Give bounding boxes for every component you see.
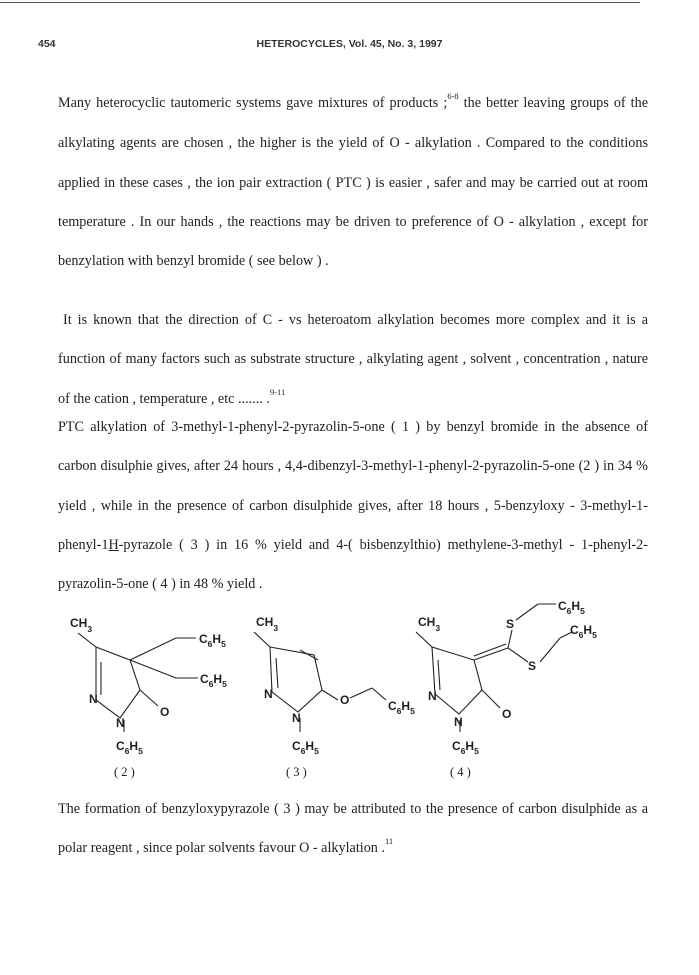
- ch3-label: $CH_3$: [418, 615, 441, 633]
- paragraph-3-text-a: PTC alkylation of 3-methyl-1-phenyl-2-pyrazolin-5-one ( 1 ) by benzyl bromide in the absence of carbon disulphie gives, after 24 hours , 4,4-dibenzyl-3-methyl-1-phenyl-2-pyrazolin-5-one (2 ) in 34 % yield , while in the presence of carbon disulphide gives, after 18 hours , 5-benzyloxy - 3-methyl-1-phenyl-1: [58, 419, 648, 553]
- paragraph-1: [58, 84, 648, 281]
- paragraph-3-text-b: -pyrazole ( 3 ) in 16 % yield and 4-( bisbenzylthio) methylene-3-methyl - 1-phenyl-2-pyrazolin-5-one ( 4 ) in 48 % yield .: [58, 536, 648, 593]
- citation-11: 11: [385, 836, 394, 847]
- oxygen-label: O: [340, 693, 350, 707]
- nitrogen-label: N: [264, 687, 273, 701]
- c6h5-label: $C_6H_5$: [200, 672, 227, 689]
- paragraph-2: [58, 301, 648, 420]
- paragraph-1-text-a: Many heterocyclic tautomeric systems gave mixtures of products ;: [58, 95, 448, 111]
- running-header: HETEROCYCLES, Vol. 45, No. 3, 1997: [256, 38, 443, 50]
- nitrogen-label: N: [116, 716, 125, 730]
- sulfur-label: S: [506, 617, 515, 631]
- c6h5-label: $C_6H_5$: [570, 623, 597, 640]
- structure-2: [70, 616, 227, 779]
- paragraph-4: [58, 790, 648, 870]
- c6h5-label: $C_6H_5$: [388, 699, 415, 716]
- ch3-label: $CH_3$: [256, 615, 279, 633]
- paragraph-1-text-b: the better leaving groups of the alkylating agents are chosen , the higher is the yield of O - alkylation . Compared to the conditions applied in these cases , the ion pair extraction ( PTC ) is easier , safer and may be carried out at room temperature . In our hands , the reactions may be driven to preference of O - alkylation , except for benzylation with benzyl bromide ( see below ) .: [58, 95, 648, 270]
- structure-caption: ( 2 ): [114, 765, 135, 779]
- paragraph-2-text: It is known that the direction of C - vs heteroatom alkylation becomes more complex and it is a function of many factors such as substrate structure , alkylating agent , solvent , concentration , nature of the cation , temperature , etc ....... .: [58, 312, 648, 407]
- oxygen-label: O: [502, 707, 512, 721]
- header-rule: [0, 2, 640, 3]
- page-number: 454: [38, 38, 56, 50]
- c6h5-label: $C_6H_5$: [199, 632, 226, 649]
- ch3-label: $CH_3$: [70, 616, 93, 634]
- paragraph-3: [58, 408, 648, 604]
- nitrogen-label: N: [292, 711, 301, 725]
- oxygen-label: O: [160, 705, 170, 719]
- c6h5-label: $C_6H_5$: [292, 739, 319, 756]
- structure-4: [416, 599, 597, 779]
- structure-3: [254, 615, 415, 779]
- sulfur-label: S: [528, 659, 537, 673]
- citation-9-11: 9-11: [269, 386, 286, 397]
- nitrogen-label: N: [89, 692, 98, 706]
- c6h5-label: $C_6H_5$: [116, 739, 143, 756]
- paragraph-4-text: The formation of benzyloxypyrazole ( 3 ) may be attributed to the presence of carbon disulphide as a polar reagent , since polar solvents favour O - alkylation .: [58, 801, 648, 857]
- structure-caption: ( 4 ): [450, 765, 471, 779]
- nitrogen-label: N: [454, 715, 463, 729]
- c6h5-label: $C_6H_5$: [558, 599, 585, 616]
- underlined-h: H: [108, 536, 119, 553]
- c6h5-label: $C_6H_5$: [452, 739, 479, 756]
- citation-6-8: 6-8: [447, 91, 459, 101]
- chemical-structures-figure: [0, 590, 699, 790]
- nitrogen-label: N: [428, 689, 437, 703]
- structure-caption: ( 3 ): [286, 765, 307, 779]
